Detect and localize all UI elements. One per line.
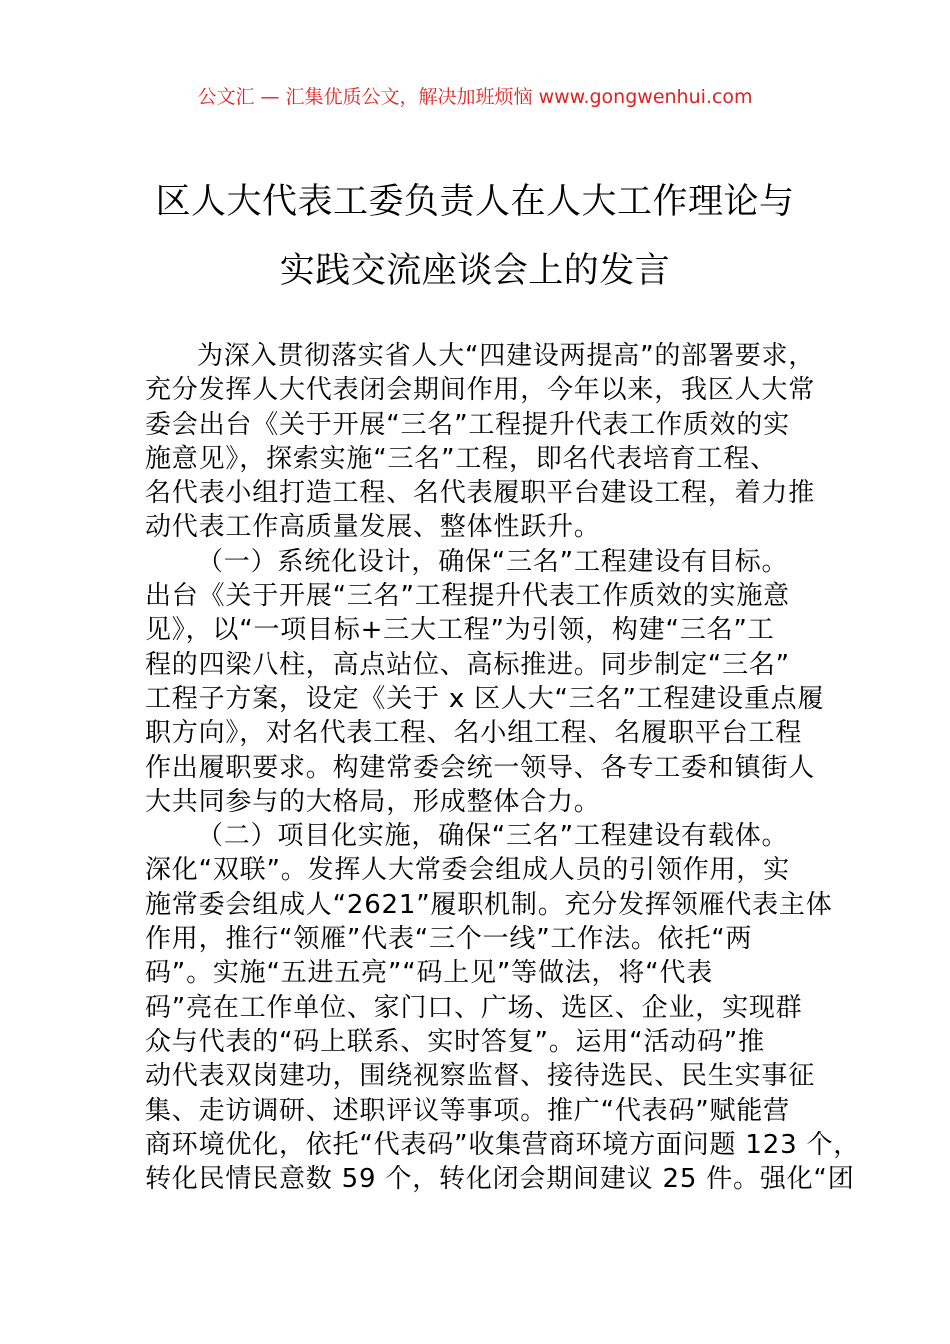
body-text-line: 名代表小组打造工程、名代表履职平台建设工程，着力推 bbox=[145, 478, 816, 509]
body-text-line: 商环境优化，依托“代表码”收集营商环境方面问题 123 个， bbox=[145, 1129, 861, 1160]
body-text-line: 大共同参与的大格局，形成整体合力。 bbox=[145, 786, 601, 817]
body-text-line: 众与代表的“码上联系、实时答复”。运用“活动码”推 bbox=[145, 1026, 765, 1057]
body-text-line: （一）系统化设计，确保“三名”工程建设有目标。 bbox=[197, 546, 789, 577]
body-text-line: 充分发挥人大代表闭会期间作用，今年以来，我区人大常 bbox=[145, 375, 816, 406]
body-text-line: （二）项目化实施，确保“三名”工程建设有载体。 bbox=[197, 821, 789, 852]
document-body bbox=[145, 339, 861, 1196]
body-text-line: 码”。实施“五进五亮”“码上见”等做法，将“代表 bbox=[145, 958, 714, 989]
body-text-line: 动代表工作高质量发展、整体性跃升。 bbox=[145, 512, 601, 543]
body-text-line: 转化民情民意数 59 个，转化闭会期间建议 25 件。强化“团 bbox=[145, 1164, 855, 1195]
body-text-line: 作出履职要求。构建常委会统一领导、各专工委和镇街人 bbox=[145, 752, 816, 783]
body-text-line: 见》，以“一项目标+三大工程”为引领，构建“三名”工 bbox=[145, 615, 775, 646]
body-text-line: 出台《关于开展“三名”工程提升代表工作质效的实施意 bbox=[145, 581, 790, 612]
body-text-line: 集、走访调研、述职评议等事项。推广“代表码”赋能营 bbox=[145, 1095, 790, 1126]
body-text-line: 委会出台《关于开展“三名”工程提升代表工作质效的实 bbox=[145, 409, 790, 440]
body-text-line: 施常委会组成人“2621”履职机制。充分发挥领雁代表主体 bbox=[145, 889, 833, 920]
body-text-line: 为深入贯彻落实省人大“四建设两提高”的部署要求， bbox=[197, 341, 816, 371]
body-text-line: 程的四梁八柱，高点站位、高标推进。同步制定“三名” bbox=[145, 649, 790, 680]
body-text-line: 施意见》，探索实施“三名”工程，即名代表培育工程、 bbox=[145, 443, 777, 474]
document-title-line-2: 实践交流座谈会上的发言 bbox=[279, 251, 671, 291]
body-text-line: 动代表双岗建功，围绕视察监督、接待选民、民生实事征 bbox=[145, 1061, 816, 1092]
watermark-header: 公文汇 — 汇集优质公文，解决加班烦恼 www.gongwenhui.com bbox=[197, 86, 753, 108]
body-text-line: 工程子方案，设定《关于 x 区人大“三名”工程建设重点履 bbox=[145, 683, 825, 714]
body-text-line: 码”亮在工作单位、家门口、广场、选区、企业，实现群 bbox=[145, 992, 803, 1023]
body-text-line: 作用，推行“领雁”代表“三个一线”工作法。依托“两 bbox=[145, 924, 753, 955]
document-title-line-1: 区人大代表工委负责人在人大工作理论与 bbox=[155, 182, 795, 222]
body-text-line: 深化“双联”。发挥人大常委会组成人员的引领作用，实 bbox=[145, 855, 790, 886]
body-text-line: 职方向》，对名代表工程、名小组工程、名履职平台工程 bbox=[145, 718, 803, 749]
